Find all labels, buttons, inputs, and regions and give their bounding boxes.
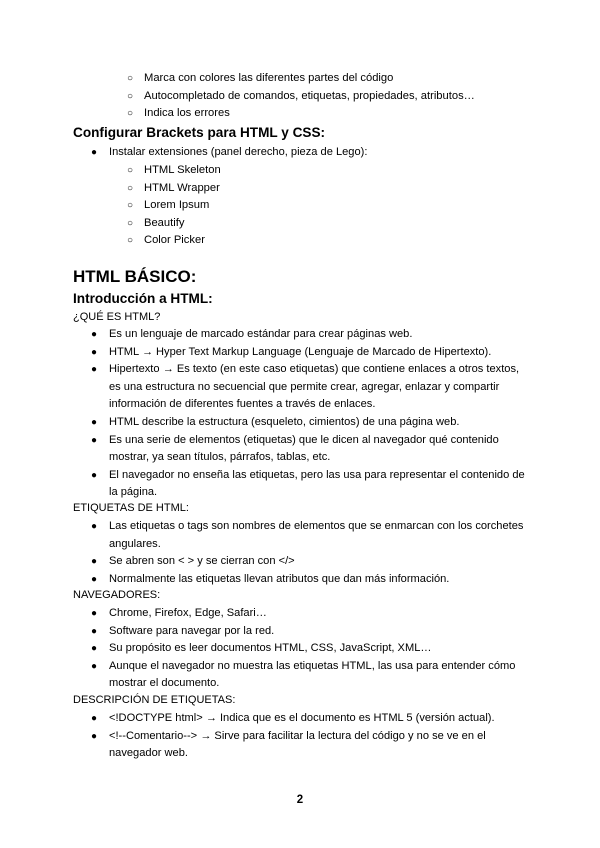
bullet-dot-icon: ● xyxy=(91,469,98,481)
list-item: ● <!--Comentario--> → Sirve para facilitar la lectura del código y no se ve en el navegador web. xyxy=(91,729,486,760)
list-item: ○ Lorem Ipsum xyxy=(0,197,600,215)
circle-bullet-icon: ○ xyxy=(127,200,134,211)
editor-features-list xyxy=(0,70,600,123)
circle-bullet-icon: ○ xyxy=(127,73,134,84)
list-item: ○ Color Picker xyxy=(0,232,600,250)
list-item: ● Es un lenguaje de marcado estándar para crear páginas web. xyxy=(0,326,600,344)
bullet-dot-icon: ● xyxy=(91,364,98,376)
extensions-list xyxy=(0,162,600,250)
que-es-list xyxy=(0,326,600,502)
list-item: ● Hipertexto → Es texto (en este caso etiquetas) que contiene enlaces a otros textos, es una estructura no secuencial que permite crear, agregar, enlazar y compartir información de diferentes fuentes a través de enlaces. xyxy=(91,363,520,411)
list-item: ● Chrome, Firefox, Edge, Safari… xyxy=(0,605,600,623)
list-item: ● Instalar extensiones (panel derecho, pieza de Lego): xyxy=(0,144,600,162)
list-item: ● El navegador no enseña las etiquetas, pero las usa para representar el contenido de la página. xyxy=(91,468,525,499)
circle-bullet-icon: ○ xyxy=(127,182,134,194)
list-item: ○ Beautify xyxy=(0,215,600,233)
list-item: ● Normalmente las etiquetas llevan atributos que dan más información. xyxy=(0,571,600,589)
bullet-dot-icon: ● xyxy=(91,434,98,446)
circle-bullet-icon: ○ xyxy=(127,235,134,246)
section-title: HTML BÁSICO: xyxy=(73,267,197,286)
list-item: ● Software para navegar por la red. xyxy=(0,623,600,641)
list-item: ● HTML describe la estructura (esqueleto, cimientos) de una página web. xyxy=(0,414,600,432)
list-item: ● Es una serie de elementos (etiquetas) que le dicen al navegador qué contenido mostrar, ya sean títulos, párrafos, tablas, etc. xyxy=(91,433,499,464)
circle-bullet-icon: ○ xyxy=(127,108,134,119)
list-item: ● Se abren son < > y se cierran con </> xyxy=(0,553,600,571)
navegadores-list xyxy=(0,605,600,693)
bullet-dot-icon: ● xyxy=(91,608,98,619)
bullet-dot-icon: ● xyxy=(91,521,98,532)
intro-heading: Introducción a HTML: xyxy=(73,291,213,306)
list-item: ○ Marca con colores las diferentes partes del código xyxy=(0,70,600,88)
list-item: ○ HTML Skeleton xyxy=(0,162,600,180)
bullet-dot-icon: ● xyxy=(91,147,98,158)
list-item: ○ Indica los errores xyxy=(0,105,600,123)
circle-bullet-icon: ○ xyxy=(127,165,134,176)
page-number: 2 xyxy=(296,794,304,806)
circle-bullet-icon: ○ xyxy=(127,90,134,102)
list-item: ● Las etiquetas o tags son nombres de elementos que se enmarcan con los corchetes angulares. xyxy=(91,520,524,550)
bullet-dot-icon: ● xyxy=(91,660,98,672)
descripcion-label: DESCRIPCIÓN DE ETIQUETAS: xyxy=(73,694,236,706)
list-item: ● HTML → Hyper Text Markup Language (Lenguaje de Marcado de Hipertexto). xyxy=(0,344,600,362)
list-item: ● <!DOCTYPE html> → Indica que es el documento es HTML 5 (versión actual). xyxy=(0,710,600,728)
brackets-list xyxy=(0,144,600,162)
bullet-dot-icon: ● xyxy=(91,730,98,742)
list-item: ○ Autocompletado de comandos, etiquetas, propiedades, atributos… xyxy=(0,88,600,106)
bullet-dot-icon: ● xyxy=(91,625,98,637)
bullet-dot-icon: ● xyxy=(91,329,98,340)
bullet-dot-icon: ● xyxy=(91,556,98,568)
descripcion-list xyxy=(0,710,600,763)
navegadores-label: NAVEGADORES: xyxy=(73,589,161,601)
etiquetas-list xyxy=(0,518,600,588)
list-item: ● Su propósito es leer documentos HTML, CSS, JavaScript, XML… xyxy=(0,640,600,658)
list-item: ● Aunque el navegador no muestra las etiquetas HTML, las usa para entender cómo mostrar el documento. xyxy=(91,659,516,690)
bullet-dot-icon: ● xyxy=(91,346,98,358)
list-item: ○ HTML Wrapper xyxy=(0,180,600,198)
bullet-dot-icon: ● xyxy=(91,573,98,585)
bullet-dot-icon: ● xyxy=(91,713,98,724)
etiquetas-label: ETIQUETAS DE HTML: xyxy=(73,502,189,514)
brackets-heading: Configurar Brackets para HTML y CSS: xyxy=(73,125,326,140)
bullet-dot-icon: ● xyxy=(91,643,98,655)
circle-bullet-icon: ○ xyxy=(127,217,134,229)
bullet-dot-icon: ● xyxy=(91,416,98,428)
que-es-label: ¿QUÉ ES HTML? xyxy=(73,311,161,323)
